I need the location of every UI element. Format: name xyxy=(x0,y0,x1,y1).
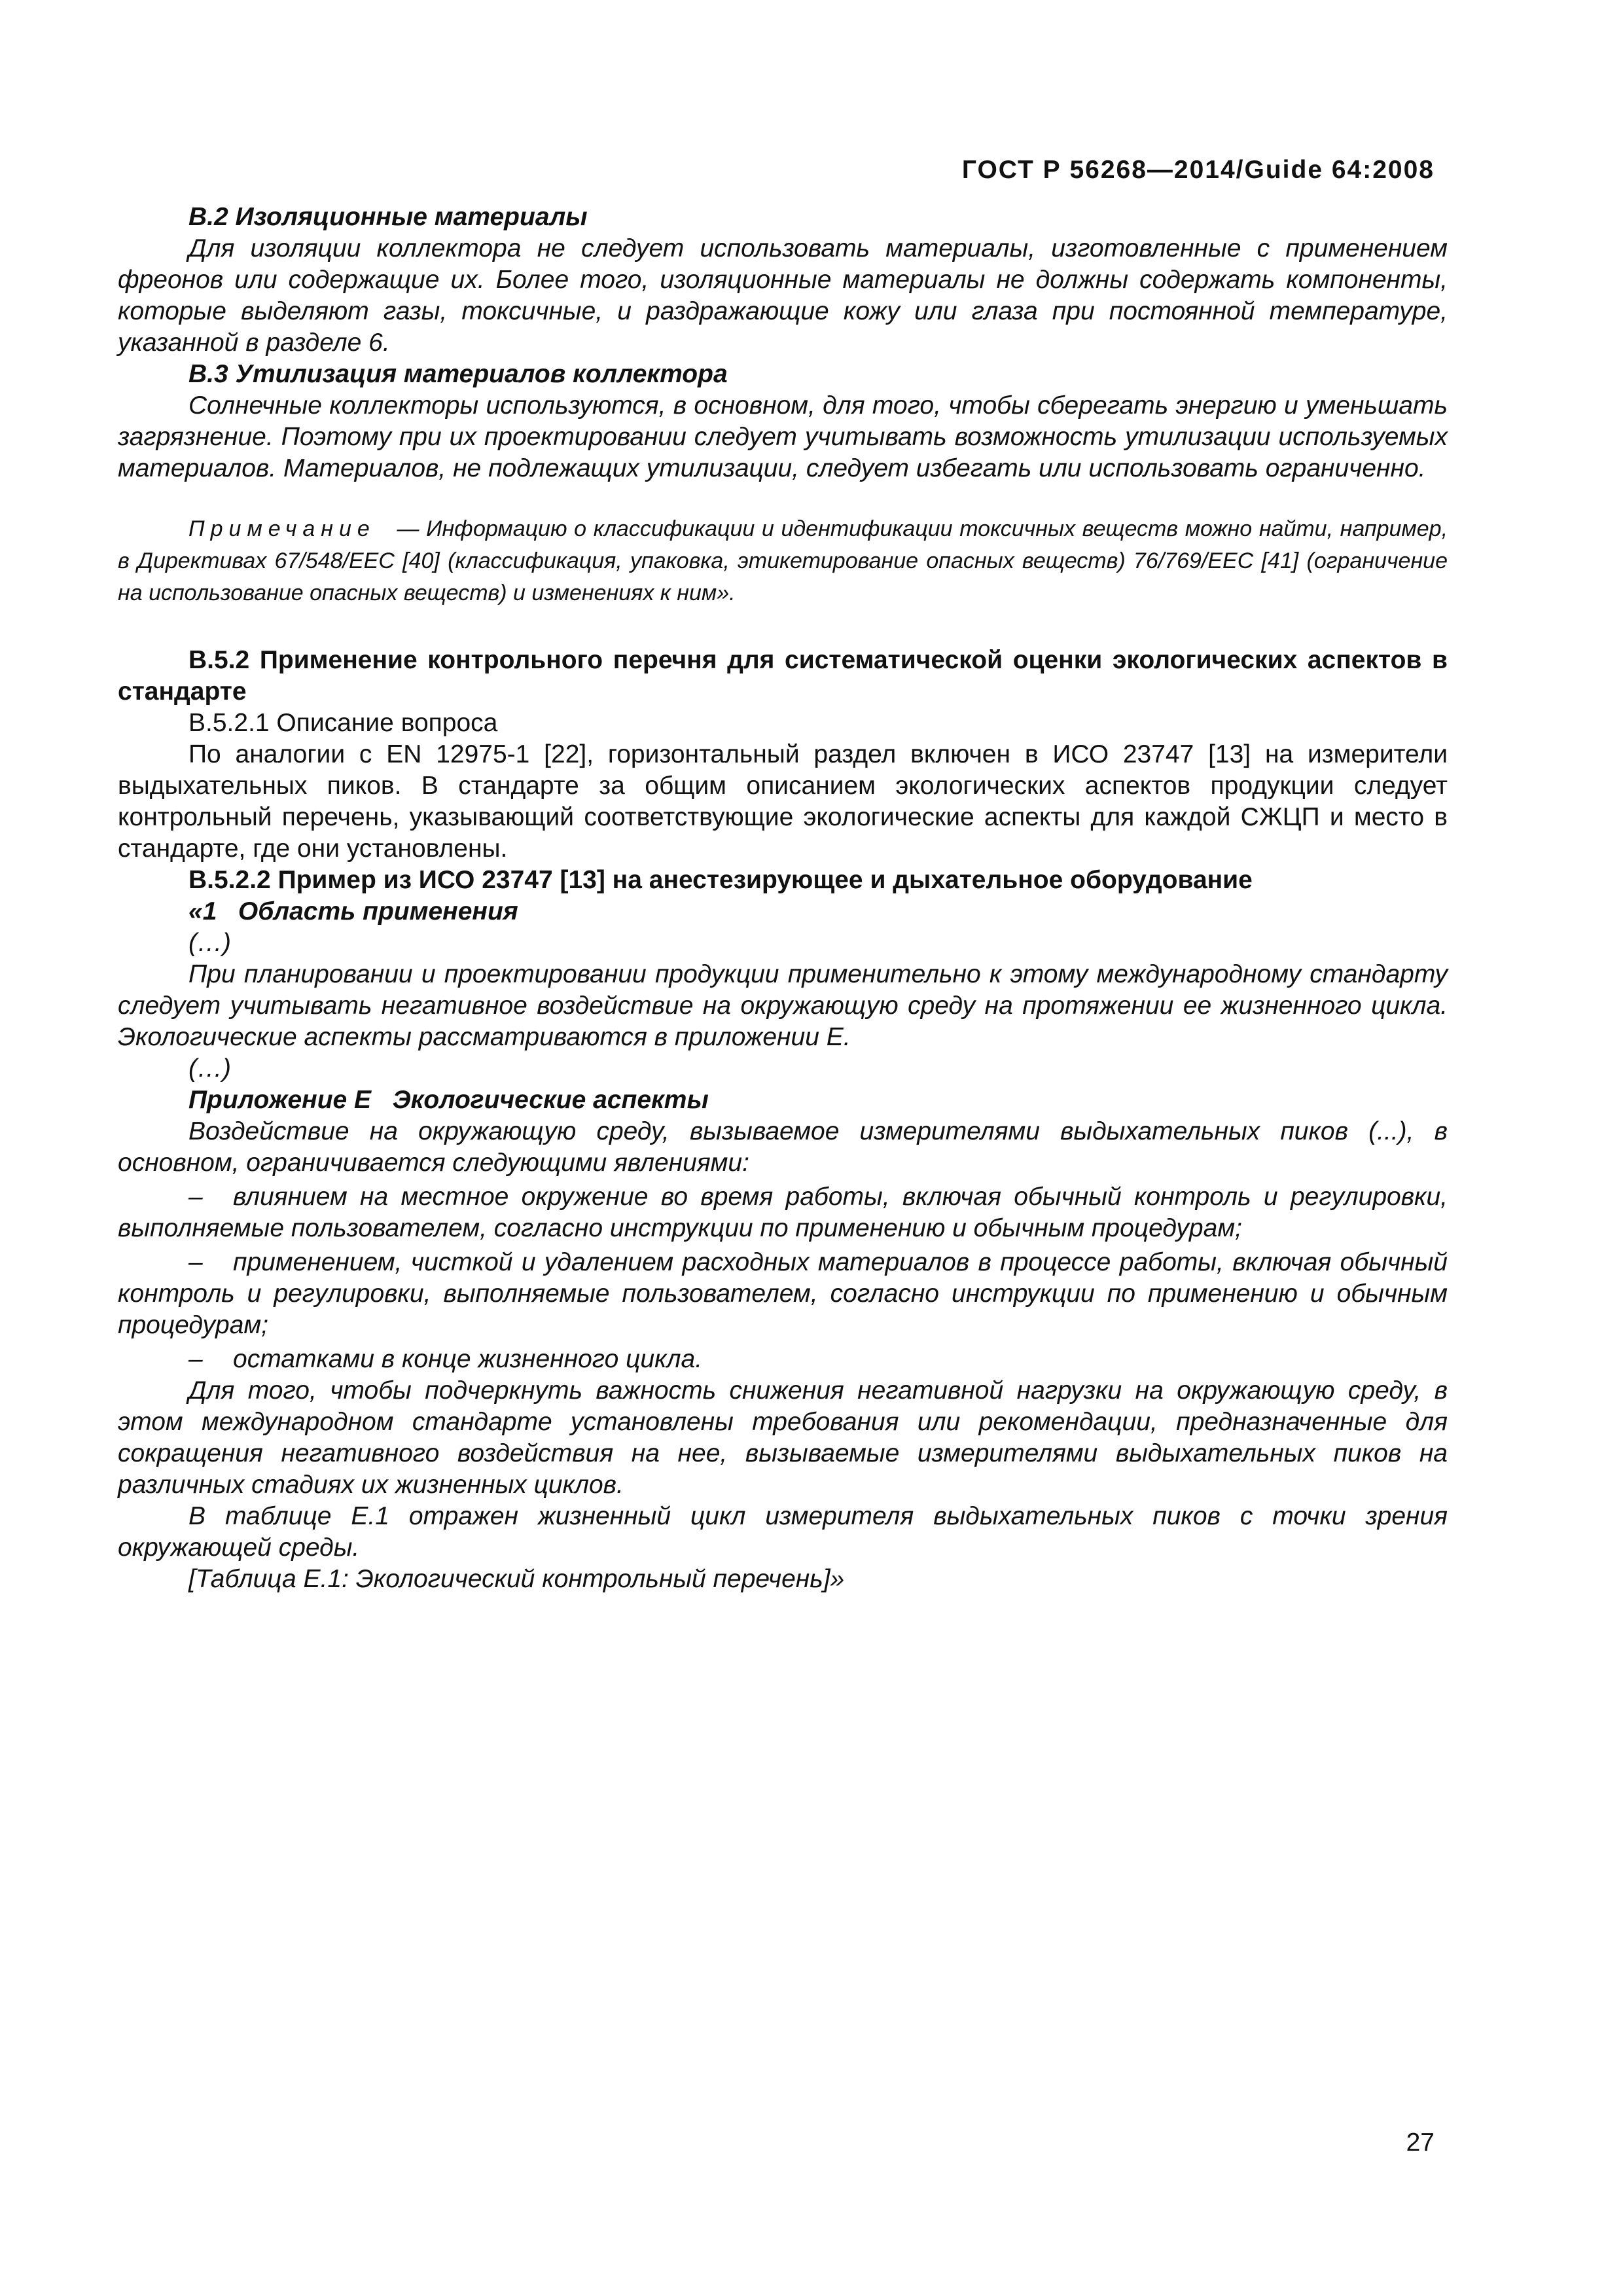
note-label: Примечание xyxy=(188,516,376,541)
annex-title: Приложение Е Экологические аспекты xyxy=(188,1086,709,1114)
section-b522-title: В.5.2.2 Пример из ИСО 23747 [13] на анестезирующее и дыхательное оборудование xyxy=(188,866,1253,894)
quote-heading: «1 Область применения xyxy=(188,897,518,925)
page-content xyxy=(118,202,1448,1595)
section-b52-title: В.5.2 Применение контрольного перечня для систематической оценки экологических аспектов в стандарте xyxy=(118,646,1448,706)
annex-intro: Воздействие на окружающую среду, вызываемое измерителями выдыхательных пиков (...), в основном, ограничивается следующими явлениями: xyxy=(118,1117,1448,1177)
table-reference: [Таблица Е.1: Экологический контрольный перечень]» xyxy=(188,1565,845,1593)
note-text: Информацию о классификации и идентификации токсичных веществ можно найти, например, в Директивах 67/548/EEC [40] (классификация, упаковка, этикетирование опасных веществ) 76/769/EEC [41] (ограничение на использование опасных веществ) и изменениях к ним». xyxy=(118,516,1448,605)
bullet-dash: – xyxy=(188,1248,203,1276)
page-number: 27 xyxy=(1406,2128,1435,2157)
section-b2-title: В.2 Изоляционные материалы xyxy=(188,203,588,231)
bullet-text-3: остатками в конце жизненного цикла. xyxy=(233,1345,703,1373)
bullet-dash: – xyxy=(188,1183,203,1211)
bullet-dash: – xyxy=(188,1345,203,1373)
paragraph-1: Для того, чтобы подчеркнуть важность снижения негативной нагрузки на окружающую среду, в этом международном стандарте установлены требования или рекомендации, предназначенные для сокращения негативного воздействия на нее, вызываемые измерителями выдыхательных пиков на различных стадиях их жизненных циклов. xyxy=(118,1376,1448,1499)
section-b3-title: В.3 Утилизация материалов коллектора xyxy=(188,360,728,388)
note-block xyxy=(118,513,1448,609)
section-b3-text: Солнечные коллекторы используются, в основном, для того, чтобы сберегать энергию и уменьшать загрязнение. Поэтому при их проектировании следует учитывать возможность утилизации используемых материалов. Материалов, не подлежащих утилизации, следует избегать или использовать ограниченно. xyxy=(118,391,1448,482)
ellipsis-2: (…) xyxy=(188,1054,231,1083)
section-b2-text: Для изоляции коллектора не следует использовать материалы, изготовленные с применением фреонов или содержащие их. Более того, изоляционные материалы не должны содержать компоненты, которые выделяют газы, токсичные, и раздражающие кожу или глаза при постоянной температуре, указанной в разделе 6. xyxy=(118,234,1448,357)
list-item xyxy=(118,1181,1448,1244)
list-item xyxy=(118,1247,1448,1341)
section-b521-title: В.5.2.1 Описание вопроса xyxy=(188,709,498,737)
section-b521-text: По аналогии с EN 12975-1 [22], горизонтальный раздел включен в ИСО 23747 [13] на измерители выдыхательных пиков. В стандарте за общим описанием экологических аспектов продукции следует контрольный перечень, указывающий соответствующие экологические аспекты для каждой СЖЦП и место в стандарте, где они установлены. xyxy=(118,740,1448,863)
paragraph-2: В таблице Е.1 отражен жизненный цикл измерителя выдыхательных пиков с точки зрения окружающей среды. xyxy=(118,1502,1448,1562)
standard-code-header: ГОСТ Р 56268—2014/Guide 64:2008 xyxy=(961,156,1435,184)
ellipsis-1: (…) xyxy=(188,929,231,957)
bullet-text-2: применением, чисткой и удалением расходных материалов в процессе работы, включая обычный контроль и регулировки, выполняемые пользователем, согласно инструкции по применению и обычным процедурам; xyxy=(118,1248,1448,1339)
bullet-text-1: влиянием на местное окружение во время работы, включая обычный контроль и регулировки, выполняемые пользователем, согласно инструкции по применению и обычным процедурам; xyxy=(118,1183,1448,1242)
note-dash: — xyxy=(397,516,419,541)
list-item xyxy=(118,1344,1448,1375)
scope-text: При планировании и проектировании продукции применительно к этому международному стандарту следует учитывать негативное воздействие на окружающую среду на протяжении ее жизненного цикла. Экологические аспекты рассматриваются в приложении Е. xyxy=(118,960,1448,1051)
